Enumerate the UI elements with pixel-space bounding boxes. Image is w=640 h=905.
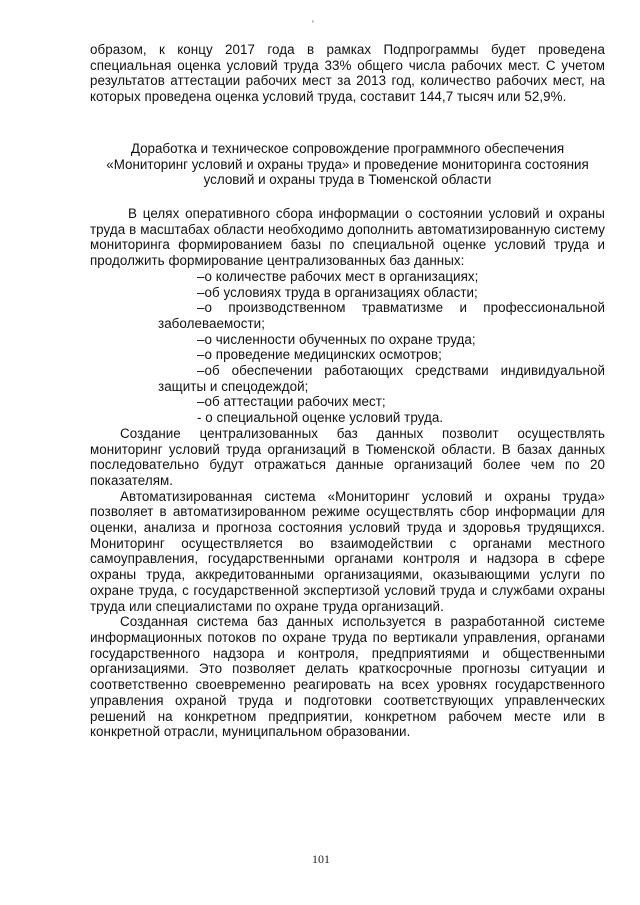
list-item: –о численности обученных по охране труда; xyxy=(197,331,476,347)
list-item-continuation: защиты и спецодеждой; xyxy=(158,378,309,394)
paragraph-database: Созданная система баз данных используется в разработанной системе информационных потоков по охране труда по вертикали управления, органами государственного надзора и контроля, предприятиями и общественными организациями. Это позволяет делать краткосрочные прогнозы ситуации и соответственно своевременно реагировать на всех уровнях государственного управления охраной труда и подготовки соответствующих управленческих решений на конкретном предприятии, конкретном рабочем месте или в конкретной отрасли, муниципальном образовании. xyxy=(90,614,605,740)
page-number: 101 xyxy=(312,852,330,866)
body-block xyxy=(90,206,605,740)
list-item-continuation: заболеваемости; xyxy=(158,315,265,331)
paragraph-system: Автоматизированная система «Мониторинг условий и охраны труда» позволяет в автоматизированном режиме осуществлять сбор информации для оценки, анализа и прогноза состояния условий труда и здоровья трудящихся. Мониторинг осуществляется во взаимодействии с органами местного самоуправления, государственными органами контроля и надзора в сфере охраны труда, аккредитованными организациями, оказывающими услуги по охране труда, с государственной экспертизой условий труда и службами охраны труда или специалистами по охране труда организаций. xyxy=(90,488,605,614)
paragraph-goal: В целях оперативного сбора информации о состоянии условий и охраны труда в масштабах области необходимо дополнить автоматизированную систему мониторинга формированием базы по специальной оценке условий труда и продолжить формирование централизованных баз данных: xyxy=(90,206,605,269)
list-item: –о проведение медицинских осмотров; xyxy=(197,347,442,363)
list-item: –об обеспечении работающих средствами индивидуальной xyxy=(197,363,605,379)
paragraph-create: Создание централизованных баз данных позволит осуществлять мониторинг условий труда организаций в Тюменской области. В базах данных последовательно будут отражаться данные организаций более чем по 20 показателям. xyxy=(90,425,605,488)
intro-block xyxy=(90,42,605,105)
section-heading: Доработка и техническое сопровождение программного обеспечения «Мониторинг условий и охраны труда» и проведение мониторинга состояния условий и охраны труда в Тюменской области xyxy=(106,141,589,188)
list-item: –о количестве рабочих мест в организациях; xyxy=(197,268,479,284)
scan-mark: ' xyxy=(312,19,314,29)
list-item: –о производственном травматизме и профессиональной xyxy=(197,300,605,316)
list-item: - о специальной оценке условий труда. xyxy=(197,410,444,426)
paragraph-intro: образом, к концу 2017 года в рамках Подпрограммы будет проведена специальная оценка условий труда 33% общего числа рабочих мест. С учетом результатов аттестации рабочих мест за 2013 год, количество рабочих мест, на которых проведена оценка условий труда, составит 144,7 тысяч или 52,9%. xyxy=(90,42,605,105)
list-item: –об аттестации рабочих мест; xyxy=(197,394,386,410)
list-item: –об условиях труда в организациях области; xyxy=(197,284,478,300)
data-list xyxy=(90,269,605,426)
